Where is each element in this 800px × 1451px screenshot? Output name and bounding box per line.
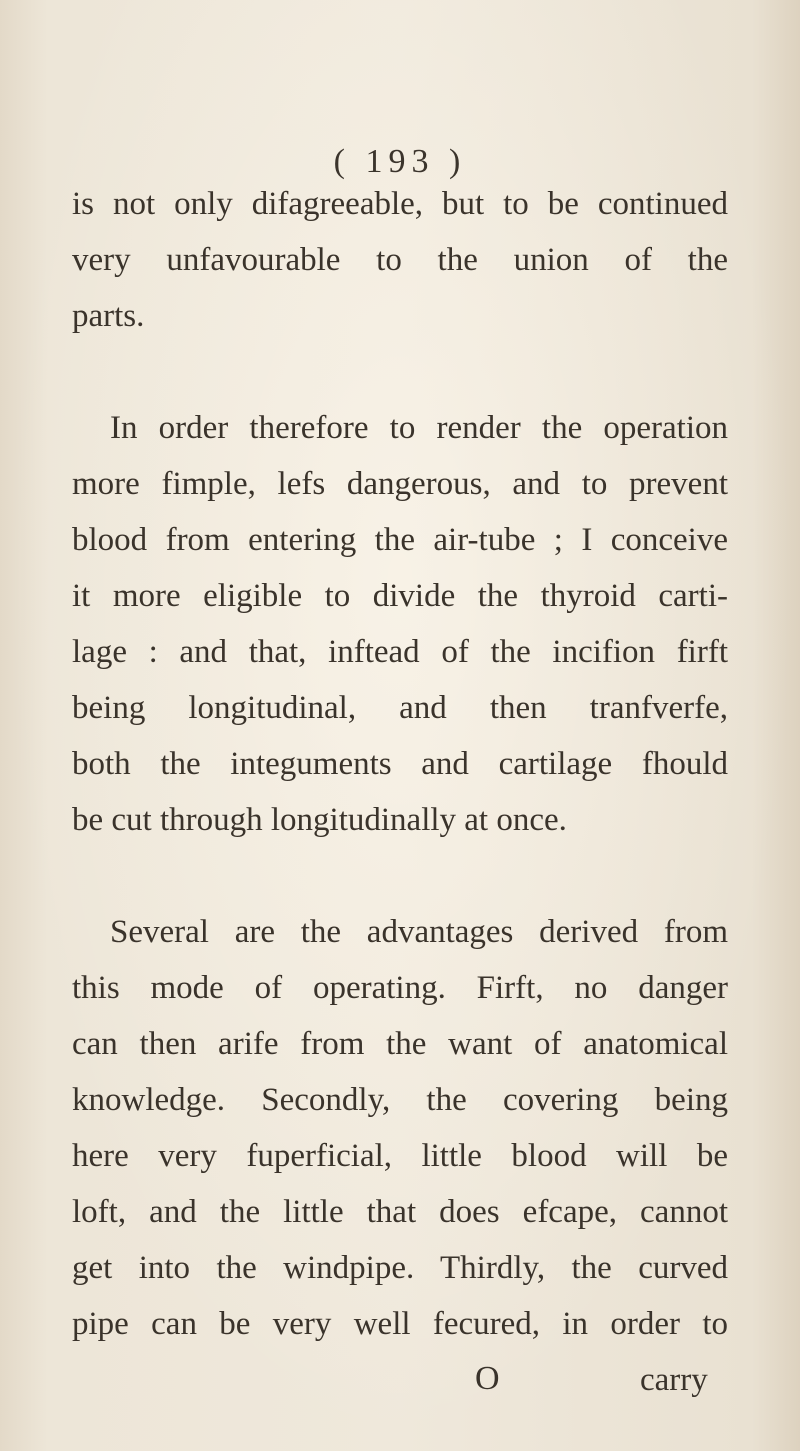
text-line: parts. (72, 298, 145, 334)
text-line: can then arife from the want of anatomical (72, 1026, 728, 1062)
text-line: lage : and that, inftead of the incifion firft (72, 634, 728, 670)
page-number: ( 193 ) (333, 143, 467, 180)
text-line: this mode of operating. Firft, no danger (72, 970, 728, 1006)
text-line: blood from entering the air-tube ; I conceive (72, 522, 728, 558)
text-line: In order therefore to render the operation (110, 410, 728, 446)
signature-mark: O (475, 1360, 500, 1397)
text-line: get into the windpipe. Thirdly, the curved (72, 1250, 728, 1286)
text-line: here very fuperficial, little blood will be (72, 1138, 728, 1174)
text-line: it more eligible to divide the thyroid carti- (72, 578, 728, 614)
text-line: knowledge. Secondly, the covering being (72, 1082, 728, 1118)
catchword: carry (640, 1362, 708, 1398)
text-line: being longitudinal, and then tranfverfe, (72, 690, 728, 726)
text-line: more fimple, lefs dangerous, and to prevent (72, 466, 728, 502)
text-line: loft, and the little that does efcape, cannot (72, 1194, 728, 1230)
text-line: pipe can be very well fecured, in order to (72, 1306, 728, 1342)
text-line: Several are the advantages derived from (110, 914, 728, 950)
text-line: is not only difagreeable, but to be continued (72, 186, 728, 222)
text-line: both the integuments and cartilage fhould (72, 746, 728, 782)
text-line: very unfavourable to the union of the (72, 242, 728, 278)
text-line: be cut through longitudinally at once. (72, 802, 567, 838)
